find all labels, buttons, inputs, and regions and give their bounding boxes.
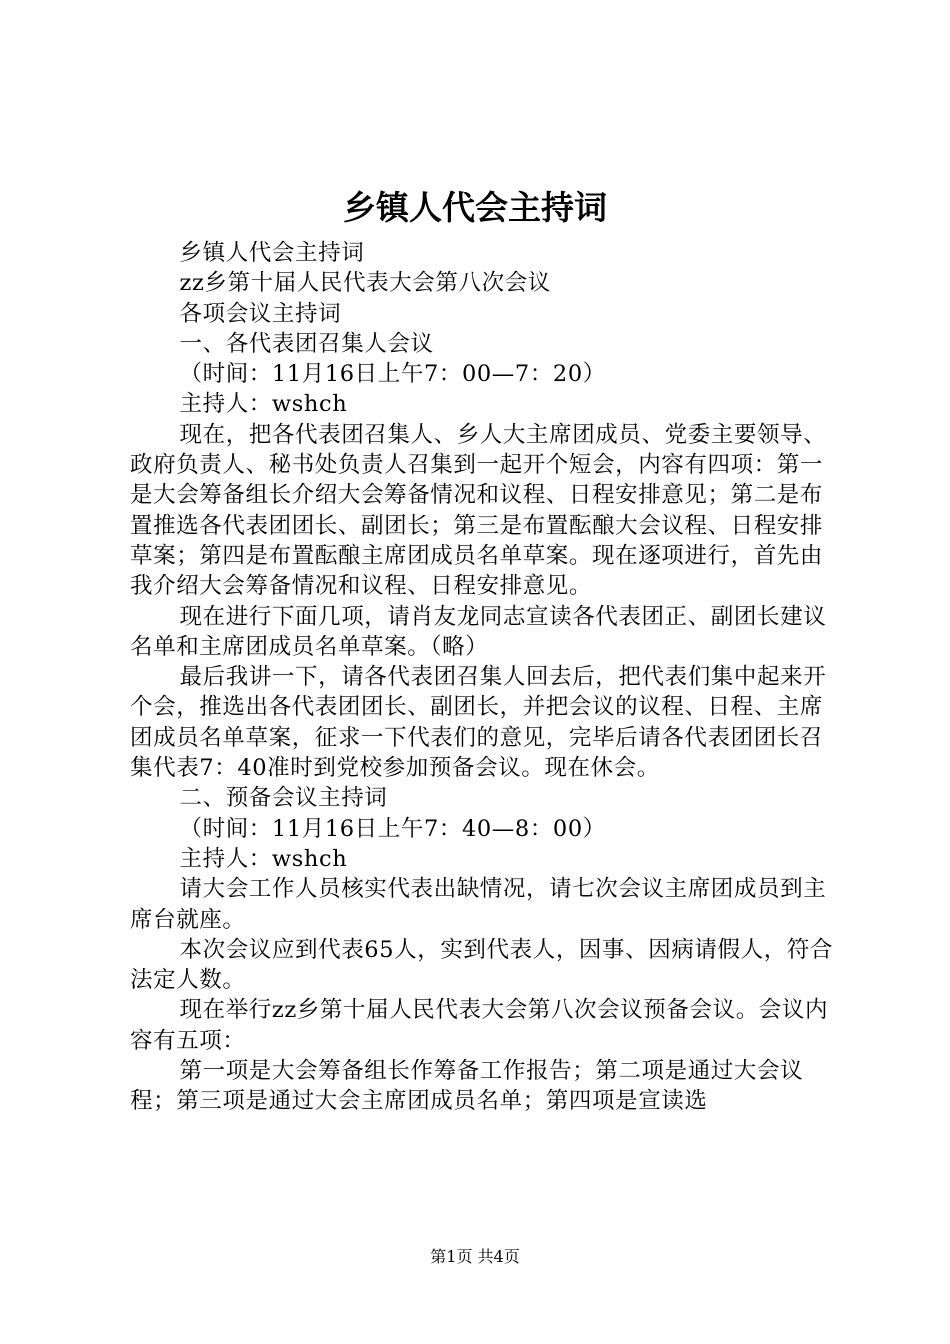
- paragraph: zz乡第十届人民代表大会第八次会议: [179, 270, 551, 297]
- paragraph: 主持人：wshch: [179, 391, 348, 418]
- paragraph: 现在进行下面几项，请肖友龙同志宣读各代表团正、副团长建议名单和主席团成员名单草案。（略）: [130, 603, 827, 660]
- paragraph: 请大会工作人员核实代表出缺情况，请七次会议主席团成员到主席台就座。: [130, 876, 827, 933]
- paragraph: 最后我讲一下，请各代表团召集人回去后，把代表们集中起来开个会，推选出各代表团团长、副团长，并把会议的议程、日程、主席团成员名单草案，征求一下代表们的意见，完毕后请各代表团团长召集代表7：40准时到党校参加预备会议。现在休会。: [130, 664, 827, 782]
- paragraph: 主持人：wshch: [179, 845, 348, 872]
- paragraph: 各项会议主持词: [179, 300, 342, 327]
- paragraph: 本次会议应到代表65人，实到代表人，因事、因病请假人，符合法定人数。: [130, 936, 834, 994]
- paragraph: （时间：11月16日上午7：00—7：20）: [179, 361, 606, 388]
- paragraph: 一、各代表团召集人会议: [179, 330, 434, 357]
- paragraph: 现在，把各代表团召集人、乡人大主席团成员、党委主要领导、政府负责人、秘书处负责人召集到一起开个短会，内容有四项：第一是大会筹备组长介绍大会筹备情况和议程、日程安排意见；第二是布置推选各代表团团长、副团长；第三是布置酝酿大会议程、日程安排草案；第四是布置酝酿主席团成员名单草案。现在逐项进行，首先由我介绍大会筹备情况和议程、日程安排意见。: [130, 421, 827, 600]
- page-footer: 第1页 共4页: [430, 1247, 520, 1266]
- paragraph: （时间：11月16日上午7：40—8：00）: [179, 815, 606, 842]
- paragraph: 乡镇人代会主持词: [179, 240, 365, 266]
- paragraph: 现在举行zz乡第十届人民代表大会第八次会议预备会议。会议内容有五项：: [130, 997, 829, 1054]
- document-title: 乡镇人代会主持词: [343, 188, 607, 227]
- paragraph: 第一项是大会筹备组长作筹备工作报告；第二项是通过大会议程；第三项是通过大会主席团成员名单；第四项是宣读选: [130, 1058, 804, 1115]
- document-body: [130, 238, 835, 1117]
- paragraph: 二、预备会议主持词: [179, 785, 388, 812]
